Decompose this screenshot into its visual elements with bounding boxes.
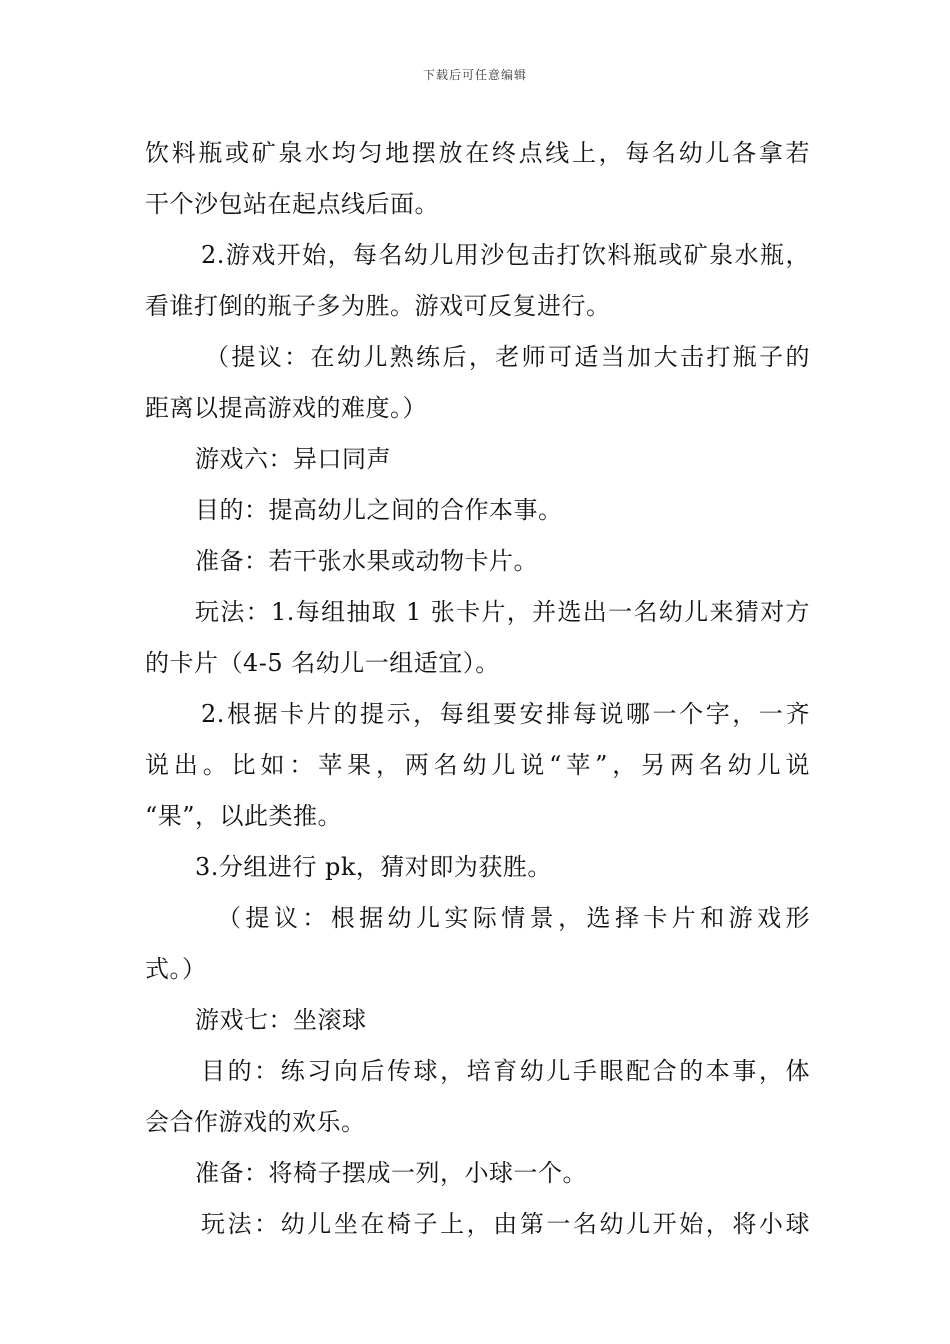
section-heading: 游戏六：异口同声 xyxy=(195,445,391,473)
text-line: 目的：提高幼儿之间的合作本事。 xyxy=(195,496,563,524)
text-line: 玩法：幼儿坐在椅子上，由第一名幼儿开始，将小球 xyxy=(201,1210,810,1238)
page-header: 下载后可任意编辑 xyxy=(422,68,527,82)
text-line: 准备：若干张水果或动物卡片。 xyxy=(195,547,538,575)
document-body xyxy=(145,128,810,1250)
text-line: 式。） xyxy=(145,955,207,983)
text-line: 的卡片（4-5 名幼儿一组适宜）。 xyxy=(145,649,500,677)
text-line: 2.游戏开始，每名幼儿用沙包击打饮料瓶或矿泉水瓶， xyxy=(201,241,810,269)
text-line: 会合作游戏的欢乐。 xyxy=(145,1108,366,1136)
text-line: 说出。比如：苹果，两名幼儿说“苹”，另两名幼儿说 xyxy=(145,751,810,779)
text-line: 干个沙包站在起点线后面。 xyxy=(145,190,439,218)
text-line: （提议：根据幼儿实际情景，选择卡片和游戏形 xyxy=(217,904,810,932)
text-line: 准备：将椅子摆成一列，小球一个。 xyxy=(195,1159,587,1187)
text-line: 饮料瓶或矿泉水均匀地摆放在终点线上，每名幼儿各拿若 xyxy=(145,139,810,167)
text-line: 玩法：1.每组抽取 1 张卡片，并选出一名幼儿来猜对方 xyxy=(195,598,810,626)
text-line: 目的：练习向后传球，培育幼儿手眼配合的本事，体 xyxy=(201,1057,810,1085)
text-line: 2.根据卡片的提示，每组要安排每说哪一个字，一齐 xyxy=(201,700,810,728)
text-line: （提议：在幼儿熟练后，老师可适当加大击打瓶子的 xyxy=(205,343,810,371)
section-heading: 游戏七：坐滚球 xyxy=(195,1006,367,1034)
text-line: 距离以提高游戏的难度。） xyxy=(145,394,427,422)
text-line: 看谁打倒的瓶子多为胜。游戏可反复进行。 xyxy=(145,292,611,320)
text-line: 3.分组进行 pk，猜对即为获胜。 xyxy=(195,853,552,881)
text-line: “果”，以此类推。 xyxy=(145,802,343,830)
